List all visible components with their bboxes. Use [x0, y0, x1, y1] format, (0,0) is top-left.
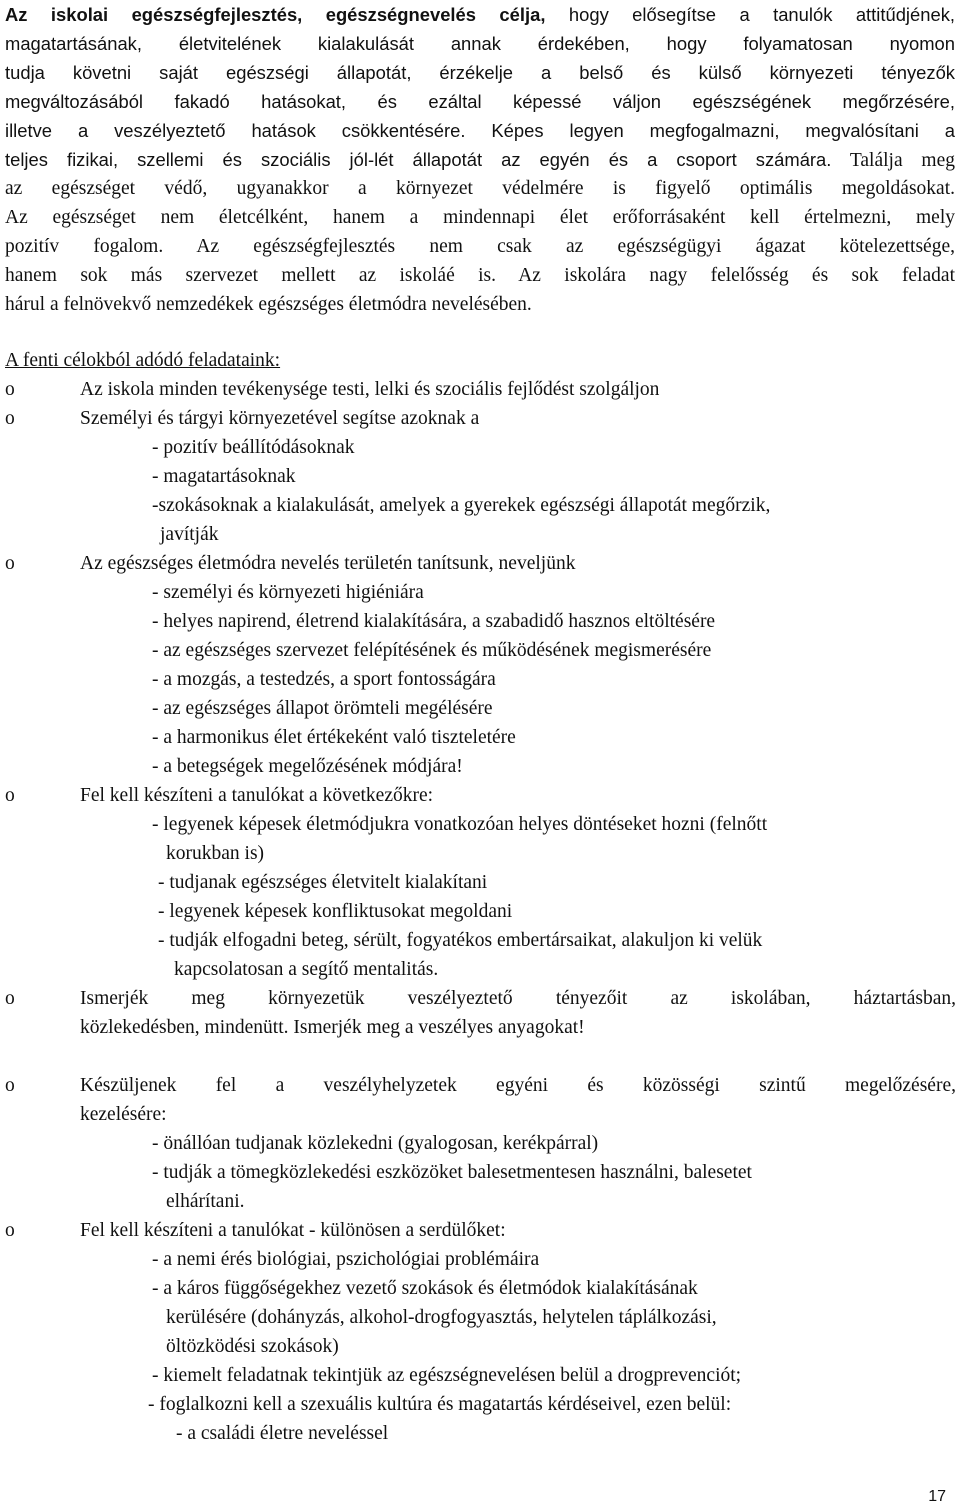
sub-item: - tudják a tömegközlekedési eszközöket balesetmentesen használni, balesetet — [152, 1162, 752, 1183]
sub-item: - tudják elfogadni beteg, sérült, fogyatékos embertársaikat, alakuljon ki velük — [158, 930, 763, 951]
bullet-marker: o — [5, 1075, 15, 1096]
sub-item: - magatartásoknak — [152, 466, 296, 487]
sub-item: - személyi és környezeti higiéniára — [152, 582, 424, 603]
intro-text: illetve a veszélyeztető hatások csökkentésére. — [5, 120, 466, 141]
sub-item: - a harmonikus élet értékeként való tiszteletére — [152, 727, 516, 748]
section-heading: A fenti célokból adódó feladataink: — [5, 350, 281, 371]
sub-item: korukban is) — [166, 843, 265, 864]
intro-text: hogy elősegítse a tanulók attitűdjének, — [545, 4, 955, 25]
sub-item: - a mozgás, a testedzés, a sport fontosságára — [152, 669, 496, 690]
list-item: Személyi és tárgyi környezetével segítse azoknak a — [80, 408, 480, 429]
sub-item: kerülésére (dohányzás, alkohol-drogfogyasztás, helytelen táplálkozási, — [166, 1307, 717, 1328]
intro-line-6 — [5, 145, 955, 175]
list-item-continued: kezelésére: — [80, 1104, 167, 1125]
sub-item: - foglalkozni kell a szexuális kultúra és magatartás kérdéseivel, ezen belül: — [148, 1394, 732, 1415]
sub-item: - az egészséges állapot örömteli megélésére — [152, 698, 493, 719]
list-item: Az iskola minden tevékenysége testi, lelki és szociális fejlődést szolgáljon — [80, 379, 660, 400]
sub-item: - a káros függőségekhez vezető szokások és életmódok kialakításának — [152, 1278, 698, 1299]
intro-line-11: hárul a felnövekvő nemzedékek egészséges életmódra nevelésében. — [5, 294, 532, 315]
sub-item: - a családi életre neveléssel — [176, 1423, 389, 1444]
intro-line-4: megváltozásából fakadó hatásokat, és ezáltal képessé váljon egészségének megőrzésére, — [5, 91, 955, 112]
intro-line-5 — [5, 116, 955, 146]
bullet-marker: o — [5, 379, 15, 400]
list-item: Fel kell készíteni a tanulókat - különösen a serdülőket: — [80, 1220, 506, 1241]
sub-item: öltözködési szokások) — [166, 1336, 339, 1357]
page-number: 17 — [928, 1488, 946, 1505]
intro-line-2: magatartásának, életvitelének kialakulását annak érdekében, hogy folyamatosan nyomon — [5, 33, 955, 54]
intro-line-10: hanem sok más szervezet mellett az iskoláé is. Az iskolára nagy felelősség és sok feladat — [5, 265, 955, 286]
bullet-marker: o — [5, 553, 15, 574]
intro-line-9: pozitív fogalom. Az egészségfejlesztés nem csak az egészségügyi ágazat kötelezettsége, — [5, 236, 955, 257]
sub-item: - kiemelt feladatnak tekintjük az egészségnevelésen belül a drogprevenciót; — [152, 1365, 742, 1386]
sub-item: - önállóan tudjanak közlekedni (gyalogosan, kerékpárral) — [152, 1133, 599, 1154]
sub-item: elhárítani. — [166, 1191, 245, 1212]
intro-text: Képes legyen megfogalmazni, megvalósítani a — [465, 120, 955, 141]
sub-item: -szokásoknak a kialakulását, amelyek a gyerekek egészségi állapotát megőrzik, — [152, 495, 771, 516]
list-item: Készüljenek fel a veszélyhelyzetek egyéni és közösségi szintű megelőzésére, — [80, 1075, 956, 1096]
intro-line-3: tudja követni saját egészségi állapotát, érzékelje a belső és külső környezeti tényezők — [5, 62, 955, 83]
sub-item: javítják — [160, 524, 219, 545]
intro-text: teljes fizikai, szellemi és szociális jól-lét állapotát az egyén és a csoport számára. — [5, 149, 832, 170]
intro-bold-lead: Az iskolai egészségfejlesztés, egészségnevelés célja, — [5, 4, 546, 25]
sub-item: - az egészséges szervezet felépítésének és működésének megismerésére — [152, 640, 712, 661]
sub-item: - helyes napirend, életrend kialakítására, a szabadidő hasznos eltöltésére — [152, 611, 716, 632]
list-item-continued: közlekedésben, mindenütt. Ismerjék meg a veszélyes anyagokat! — [80, 1017, 585, 1038]
sub-item: - legyenek képesek életmódjukra vonatkozóan helyes döntéseket hozni (felnőtt — [152, 814, 768, 835]
bullet-marker: o — [5, 988, 15, 1009]
list-item: Fel kell készíteni a tanulókat a következőkre: — [80, 785, 434, 806]
sub-item: kapcsolatosan a segítő mentalitás. — [174, 959, 439, 980]
list-item: Ismerjék meg környezetük veszélyeztető tényezőit az iskolában, háztartásban, — [80, 988, 956, 1009]
intro-text: Találja meg — [831, 150, 955, 171]
sub-item: - a nemi érés biológiai, pszichológiai problémáira — [152, 1249, 540, 1270]
sub-item: - a betegségek megelőzésének módjára! — [152, 756, 463, 777]
bullet-marker: o — [5, 1220, 15, 1241]
intro-line-7: az egészséget védő, ugyanakkor a környezet védelmére is figyelő optimális megoldásokat. — [5, 178, 955, 199]
bullet-marker: o — [5, 785, 15, 806]
sub-item: - tudjanak egészséges életvitelt kialakítani — [158, 872, 488, 893]
bullet-marker: o — [5, 408, 15, 429]
sub-item: - pozitív beállítódásoknak — [152, 437, 355, 458]
sub-item: - legyenek képesek konfliktusokat megoldani — [158, 901, 513, 922]
list-item: Az egészséges életmódra nevelés területén tanítsunk, neveljünk — [80, 553, 576, 574]
intro-line-8: Az egészséget nem életcélként, hanem a mindennapi élet erőforrásaként kell értelmezni, mely — [5, 207, 955, 228]
intro-line-1 — [5, 0, 955, 29]
